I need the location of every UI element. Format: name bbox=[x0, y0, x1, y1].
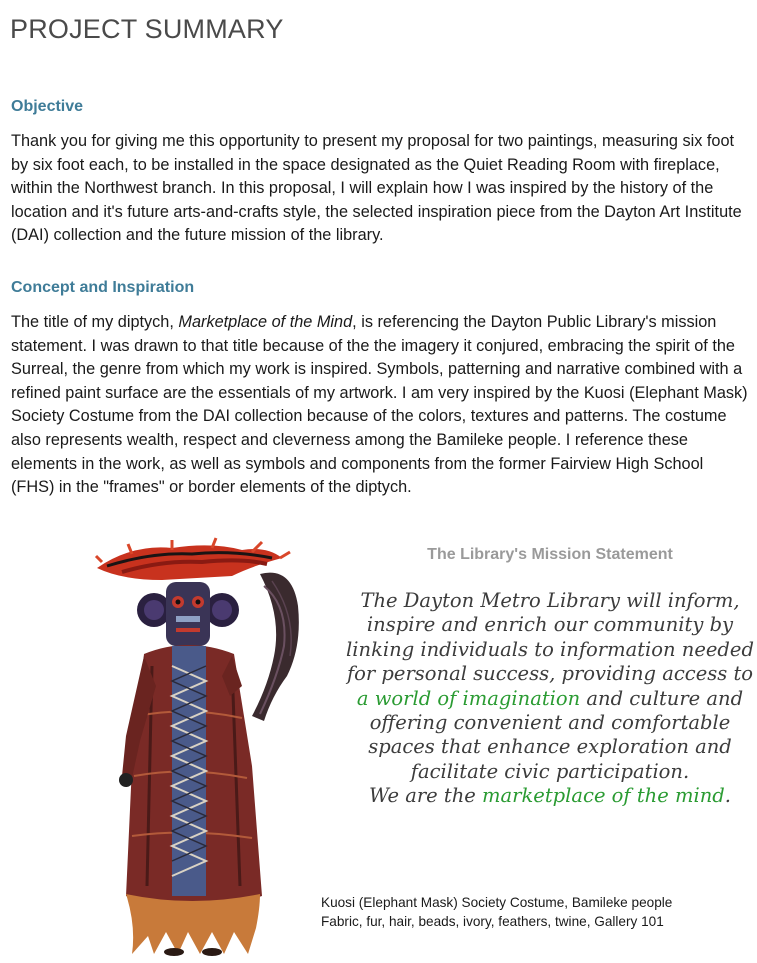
fur-hem bbox=[126, 894, 260, 954]
page-title: PROJECT SUMMARY bbox=[10, 14, 284, 44]
caption-line-1: Kuosi (Elephant Mask) Society Costume, Bamileke people bbox=[321, 895, 673, 910]
mission-part-3: We are the bbox=[369, 784, 483, 808]
image-caption bbox=[321, 894, 672, 931]
concept-heading: Concept and Inspiration bbox=[11, 279, 195, 296]
mission-part-2: and culture and offering convenient and comfortable spaces that enhance exploration and facilitate civic participation. bbox=[368, 686, 744, 783]
left-hand bbox=[119, 773, 133, 787]
feather-crest bbox=[96, 538, 290, 580]
mission-highlight-world-of-imagination: a world of imagination bbox=[356, 686, 581, 710]
mission-part-1: The Dayton Metro Library will inform, inspire and enrich our community by linking individuals to information needed for personal success, providing access to bbox=[346, 589, 754, 686]
kuosi-costume-image bbox=[92, 536, 307, 956]
objective-text: Thank you for giving me this opportunity to present my proposal for two paintings, measuring six foot by six foot each, to be installed in the space designated as the Quiet Reading Room with fireplace, within the Northwest branch. In this proposal, I will explain how I was inspired by the history of the location and it's future arts-and-crafts style, the selected inspiration piece from the Dayton Art Institute (DAI) collection and the future mission of the library. bbox=[11, 132, 742, 245]
mission-highlight-marketplace: marketplace of the mind bbox=[482, 784, 725, 808]
mask-head bbox=[166, 582, 210, 646]
concept-text-body: , is referencing the Dayton Public Library's mission statement. I was drawn to that title because of the the imagery it conjured, embracing the spirit of the Surreal, the genre from which my work is inspired. Symbols, patterning and narrative combined with a refined paint surface are the essentials of my artwork. I am very inspired by the Kuosi (Elephant Mask) Society Costume from the DAI collection because of the colors, textures and patterns. The costume also represents wealth, respect and cleverness among the Bamileke people. I reference these elements in the work, as well as symbols and components from the former Fairview High School (FHS) in the "frames" or border elements of the diptych. bbox=[11, 313, 748, 497]
concept-text bbox=[11, 311, 749, 500]
objective-heading: Objective bbox=[11, 98, 84, 115]
concept-text-intro: The title of my diptych, bbox=[11, 313, 179, 331]
caption-line-2: Fabric, fur, hair, beads, ivory, feathers, twine, Gallery 101 bbox=[321, 913, 664, 929]
horsetail-whisk bbox=[252, 573, 299, 721]
artwork-title: Marketplace of the Mind bbox=[178, 313, 353, 331]
mission-statement-text bbox=[340, 589, 757, 809]
mission-statement-heading: The Library's Mission Statement bbox=[427, 546, 673, 563]
mission-part-4: . bbox=[724, 784, 731, 808]
